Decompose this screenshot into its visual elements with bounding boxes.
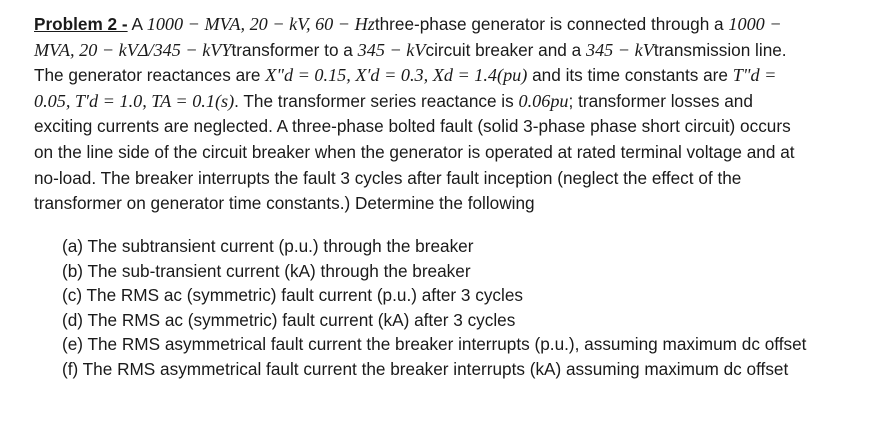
question-list — [62, 234, 806, 381]
generator-rating: 1000 − MVA, 20 − kV, 60 − Hz — [146, 14, 375, 34]
statement-line: exciting currents are neglected. A three-phase bolted fault (solid 3-phase phase short circuit) occurs — [34, 116, 791, 137]
transformer-rating-start: 1000 − — [728, 14, 782, 34]
statement-text: . The transformer series reactance is — [234, 90, 519, 111]
statement-line — [34, 89, 884, 115]
problem-statement — [34, 12, 884, 217]
statement-text: ; transformer losses and — [568, 90, 753, 111]
question-a: (a) The subtransient current (p.u.) through the breaker — [62, 236, 474, 256]
transformer-reactance: 0.06pu — [518, 90, 569, 111]
question-e: (e) The RMS asymmetrical fault current the breaker interrupts (p.u.), assuming maximum dc offset — [62, 334, 807, 354]
statement-text: A — [131, 14, 147, 34]
transformer-rating: MVA, 20 − kVΔ/345 − kVY — [34, 39, 232, 60]
time-constant-subtransient: T"d = — [732, 65, 777, 86]
line-voltage: 345 − kV — [585, 39, 654, 60]
question-d: (d) The RMS ac (symmetric) fault current (kA) after 3 cycles — [62, 309, 516, 330]
statement-text: transformer to a — [231, 39, 358, 60]
breaker-voltage: 345 − kV — [357, 39, 426, 60]
statement-text: The generator reactances are — [34, 65, 266, 86]
statement-text: and its time constants are — [527, 65, 733, 86]
statement-text: transmission line. — [653, 39, 787, 60]
problem-title: Problem 2 - — [34, 14, 128, 34]
statement-line — [34, 38, 884, 64]
statement-line — [34, 12, 884, 38]
problem-document — [34, 12, 884, 379]
time-constants: 0.05, T′d = 1.0, TA = 0.1(s) — [34, 90, 235, 111]
statement-text: three-phase generator is connected through a — [374, 14, 729, 34]
question-b: (b) The sub-transient current (kA) through the breaker — [62, 260, 471, 281]
statement-line: on the line side of the circuit breaker when the generator is operated at rated terminal voltage and at — [34, 141, 795, 162]
statement-line: transformer on generator time constants.) Determine the following — [34, 193, 535, 214]
statement-line: no-load. The breaker interrupts the fault 3 cycles after fault inception (neglect the effect of the — [34, 167, 742, 188]
statement-text: circuit breaker and a — [425, 39, 586, 60]
statement-line — [34, 63, 884, 89]
generator-reactances: X"d = 0.15, X′d = 0.3, Xd = 1.4(pu) — [265, 65, 528, 86]
question-f: (f) The RMS asymmetrical fault current the breaker interrupts (kA) assuming maximum dc offset — [62, 358, 789, 379]
question-c: (c) The RMS ac (symmetric) fault current (p.u.) after 3 cycles — [62, 285, 523, 305]
